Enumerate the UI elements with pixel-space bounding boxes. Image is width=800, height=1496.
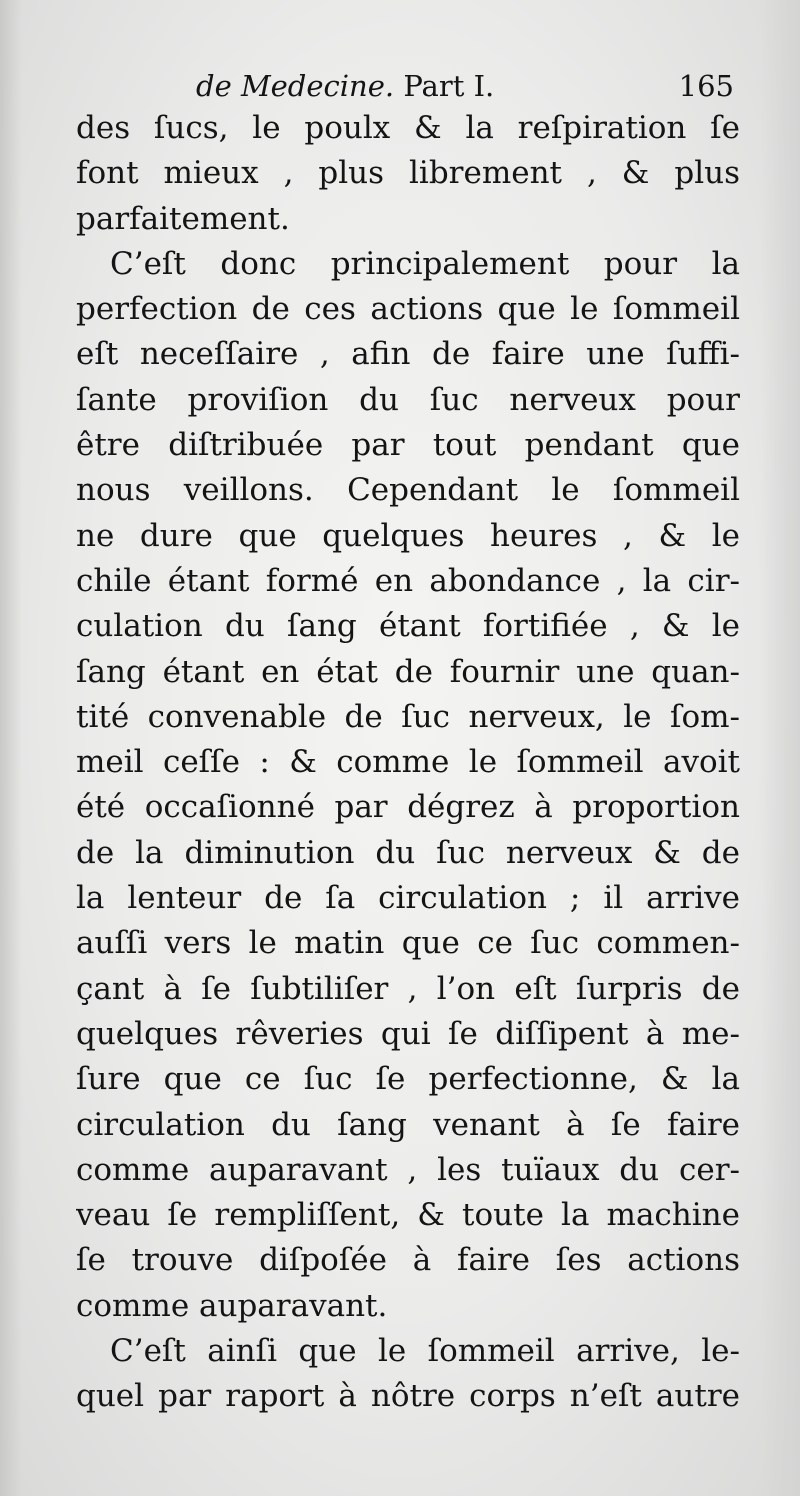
text-line: ſe trouve diſpoſée à faire ſes actions	[76, 1242, 740, 1279]
part-label: Part I.	[403, 69, 495, 103]
body-text	[76, 106, 740, 1420]
text-line: veau ſe rempliſſent, & toute la machine	[76, 1197, 740, 1234]
text-line: la lenteur de ſa circulation ; il arrive	[76, 880, 740, 917]
page-number: 165	[678, 69, 734, 103]
text-line: C’eſt donc principalement pour la	[110, 245, 740, 282]
text-line: comme auparavant , les tuïaux du cer-	[76, 1151, 740, 1188]
text-line: tité convenable de ſuc nerveux, le ſom-	[76, 698, 740, 735]
page-edge-shadow	[760, 0, 800, 1496]
text-line: comme auparavant.	[76, 1287, 388, 1324]
text-line: ſure que ce ſuc ſe perfectionne, & la	[76, 1061, 740, 1098]
text-line: ſang étant en état de fournir une quan-	[76, 653, 740, 690]
text-line: être diſtribuée par tout pendant que	[76, 427, 740, 464]
text-line: perfection de ces actions que le ſommeil	[76, 291, 740, 328]
text-line: ſante proviſion du ſuc nerveux pour	[76, 381, 740, 418]
text-line: quelques rêveries qui ſe diſſipent à me-	[76, 1015, 740, 1052]
text-line: ne dure que quelques heures , & le	[76, 517, 740, 554]
text-line: chile étant formé en abondance , la cir-	[76, 562, 740, 599]
text-line: été occaſionné par dégrez à proportion	[76, 789, 740, 826]
page-gutter-shadow	[0, 0, 22, 1496]
text-line: auſſi vers le matin que ce ſuc commen-	[76, 925, 740, 962]
text-line: nous veillons. Cependant le ſommeil	[76, 472, 740, 509]
text-line: de la diminution du ſuc nerveux & de	[76, 834, 740, 871]
text-line: parfaitement.	[76, 200, 290, 237]
page-header	[196, 66, 744, 106]
text-line: quel par raport à nôtre corps n’eſt autre	[76, 1378, 740, 1415]
running-title: de Medecine.	[196, 69, 395, 103]
running-head	[196, 66, 494, 106]
text-line: font mieux , plus librement , & plus	[76, 155, 740, 192]
text-line: C’eſt ainſi que le ſommeil arrive, le-	[110, 1333, 740, 1370]
text-line: eſt neceſſaire , afin de faire une ſuffi-	[76, 336, 740, 373]
text-line: meil ceſſe : & comme le ſommeil avoit	[76, 744, 740, 781]
text-line: des ſucs, le poulx & la reſpiration ſe	[76, 110, 740, 146]
text-line: çant à ſe ſubtiliſer , l’on eſt ſurpris de	[76, 970, 740, 1007]
text-line: circulation du ſang venant à ſe faire	[76, 1106, 740, 1143]
text-line: culation du ſang étant fortifiée , & le	[76, 608, 740, 645]
